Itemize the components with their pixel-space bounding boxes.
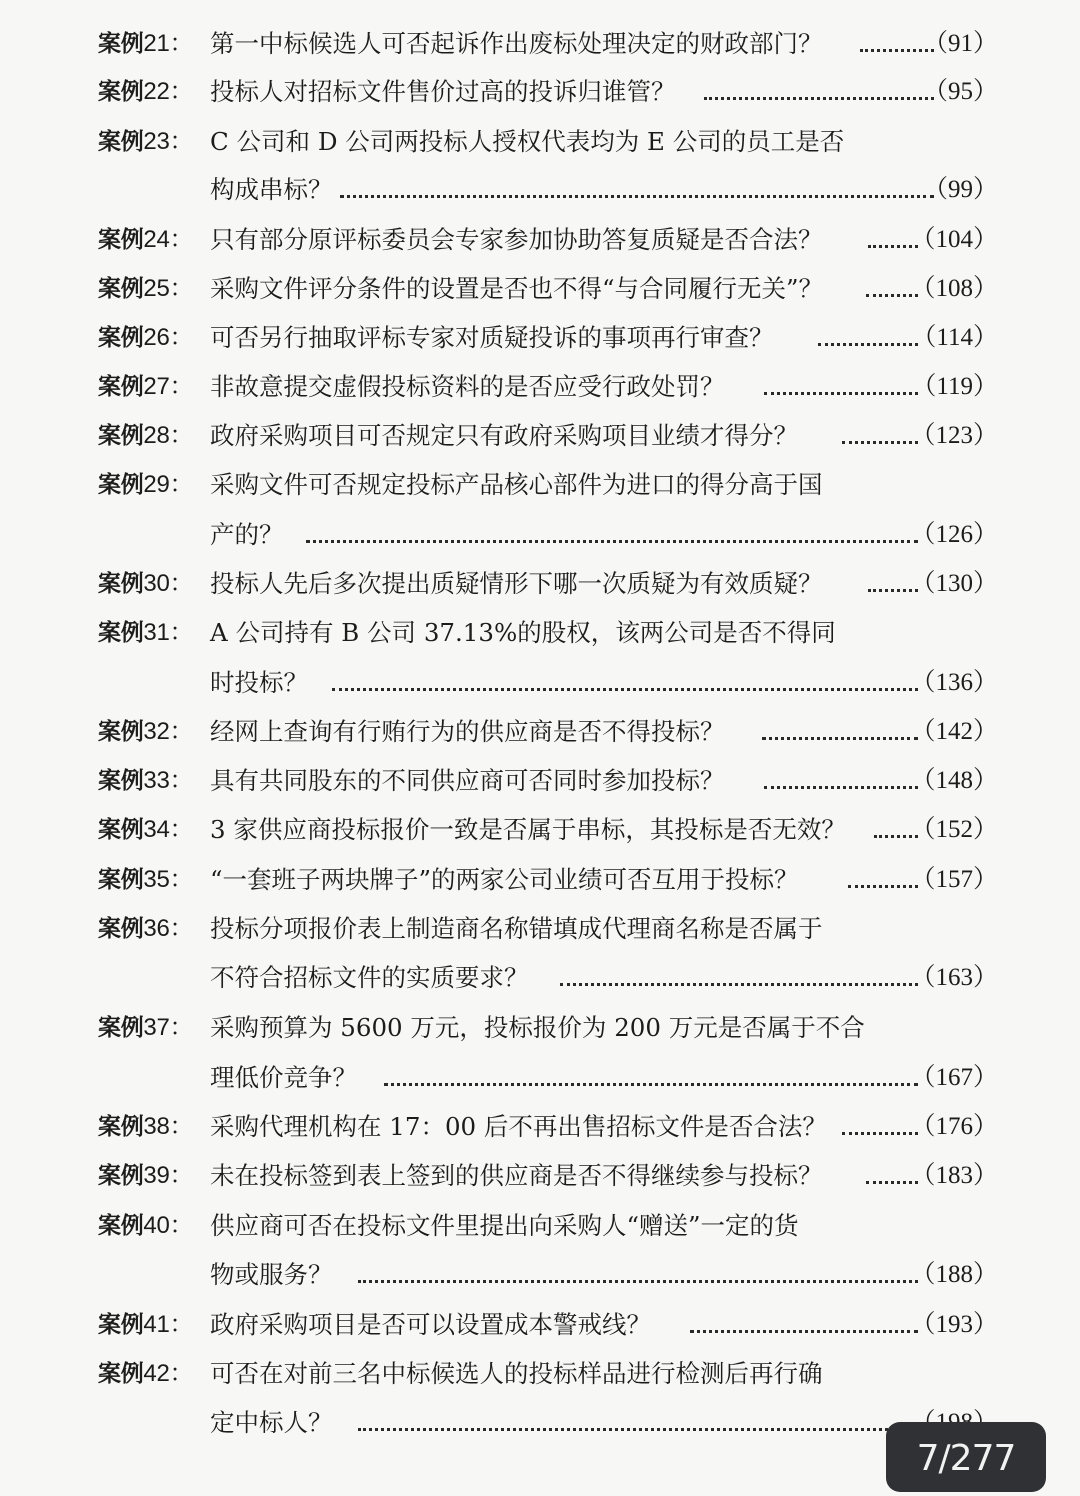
case-title-continuation: 理低价竞争？ (210, 1063, 357, 1092)
leader-dots (690, 1330, 918, 1333)
case-title-continuation: 物或服务？ (210, 1260, 333, 1289)
case-label: 案例38： (98, 1113, 194, 1140)
leader-dots (358, 1280, 918, 1283)
page-number: （176） (910, 1113, 998, 1140)
toc-entry[interactable] (0, 318, 1080, 358)
leader-dots (848, 885, 918, 888)
leader-dots (384, 1083, 918, 1086)
leader-dots (332, 688, 918, 691)
case-title-continuation: 产的？ (210, 520, 284, 549)
page-number: （167） (910, 1064, 998, 1091)
case-title: 采购代理机构在 17：00 后不再出售招标文件是否合法？ (210, 1112, 827, 1141)
case-label: 案例31： (98, 619, 194, 646)
case-label: 案例39： (98, 1162, 194, 1189)
leader-dots (560, 983, 918, 986)
case-title: 采购文件评分条件的设置是否也不得“与合同履行无关”？ (210, 274, 824, 303)
toc-entry[interactable] (0, 909, 1080, 949)
page-number: （108） (910, 275, 998, 302)
case-label: 案例25： (98, 275, 194, 302)
page-number: （157） (910, 866, 998, 893)
case-title-continuation: 不符合招标文件的实质要求？ (210, 963, 529, 992)
case-title: 采购文件可否规定投标产品核心部件为进口的得分高于国 (210, 470, 823, 499)
page-number: （95） (922, 78, 998, 105)
case-label: 案例23： (98, 128, 194, 155)
case-label: 案例41： (98, 1311, 194, 1338)
toc-entry-continuation[interactable] (0, 1255, 1080, 1295)
page-number: （119） (911, 373, 998, 400)
leader-dots (842, 441, 918, 444)
case-title: 政府采购项目是否可以设置成本警戒线？ (210, 1310, 651, 1339)
case-label: 案例40： (98, 1212, 194, 1239)
case-title: 具有共同股东的不同供应商可否同时参加投标？ (210, 766, 725, 795)
page-number: （188） (910, 1261, 998, 1288)
case-title-continuation: 定中标人？ (210, 1408, 333, 1437)
toc-entry[interactable] (0, 1156, 1080, 1196)
case-label: 案例34： (98, 816, 194, 843)
toc-entry[interactable] (0, 1008, 1080, 1048)
case-title: A 公司持有 B 公司 37.13%的股权，该两公司是否不得同 (210, 618, 836, 647)
leader-dots (842, 1132, 918, 1135)
case-title: 第一中标候选人可否起诉作出废标处理决定的财政部门？ (210, 29, 823, 58)
case-label: 案例42： (98, 1360, 194, 1387)
page-number: （152） (910, 816, 998, 843)
page-number: （126） (910, 521, 998, 548)
case-title-continuation: 构成串标？ (210, 175, 333, 204)
case-title: 非故意提交虚假投标资料的是否应受行政处罚？ (210, 372, 725, 401)
case-label: 案例30： (98, 570, 194, 597)
page-number: （104） (910, 226, 998, 253)
case-label: 案例35： (98, 866, 194, 893)
page-number: （142） (910, 718, 998, 745)
page-number: （163） (910, 964, 998, 991)
leader-dots (762, 737, 918, 740)
case-label: 案例28： (98, 422, 194, 449)
page-number: （91） (922, 30, 998, 57)
case-label: 案例26： (98, 324, 194, 351)
leader-dots (306, 540, 918, 543)
toc-entry[interactable] (0, 269, 1080, 309)
case-label: 案例33： (98, 767, 194, 794)
toc-entry[interactable] (0, 72, 1080, 112)
case-label: 案例24： (98, 226, 194, 253)
case-label: 案例27： (98, 373, 194, 400)
toc-entry-continuation[interactable] (0, 1058, 1080, 1098)
case-label: 案例36： (98, 915, 194, 942)
case-title: 未在投标签到表上签到的供应商是否不得继续参与投标？ (210, 1161, 823, 1190)
toc-entry-continuation[interactable] (0, 170, 1080, 210)
page-number: （193） (910, 1311, 998, 1338)
page-number: （183） (910, 1162, 998, 1189)
leader-dots (358, 1428, 918, 1431)
case-title: C 公司和 D 公司两投标人授权代表均为 E 公司的员工是否 (210, 127, 845, 156)
case-label: 案例32： (98, 718, 194, 745)
case-label: 案例22： (98, 78, 194, 105)
toc-entry[interactable] (0, 122, 1080, 162)
page-number: （136） (910, 669, 998, 696)
toc-entry[interactable] (0, 761, 1080, 801)
page-number: （99） (922, 176, 998, 203)
case-title: 供应商可否在投标文件里提出向采购人“赠送”一定的货 (210, 1211, 799, 1240)
toc-entry-continuation[interactable] (0, 515, 1080, 555)
page-indicator-badge[interactable] (886, 1422, 1046, 1492)
case-title: 投标人对招标文件售价过高的投诉归谁管？ (210, 77, 676, 106)
leader-dots (704, 97, 934, 100)
case-title: 可否在对前三名中标候选人的投标样品进行检测后再行确 (210, 1359, 823, 1388)
toc-entry[interactable] (0, 24, 1080, 64)
page-number: （130） (910, 570, 998, 597)
toc-entry[interactable] (0, 810, 1080, 850)
page-number: （114） (911, 324, 998, 351)
page-number: （123） (910, 422, 998, 449)
toc-entry[interactable] (0, 416, 1080, 456)
case-title-continuation: 时投标？ (210, 668, 308, 697)
page-number: （148） (910, 767, 998, 794)
leader-dots (818, 343, 918, 346)
case-label: 案例37： (98, 1014, 194, 1041)
case-title: 政府采购项目可否规定只有政府采购项目业绩才得分？ (210, 421, 798, 450)
case-title: 经网上查询有行贿行为的供应商是否不得投标？ (210, 717, 725, 746)
case-title: 只有部分原评标委员会专家参加协助答复质疑是否合法？ (210, 225, 823, 254)
case-label: 案例29： (98, 471, 194, 498)
case-title: 投标分项报价表上制造商名称错填成代理商名称是否属于 (210, 914, 823, 943)
toc-entry[interactable] (0, 1305, 1080, 1345)
toc-entry[interactable] (0, 564, 1080, 604)
toc-entry[interactable] (0, 465, 1080, 505)
toc-entry[interactable] (0, 1354, 1080, 1394)
case-title: 投标人先后多次提出质疑情形下哪一次质疑为有效质疑？ (210, 569, 823, 598)
toc-entry[interactable] (0, 220, 1080, 260)
toc-entry[interactable] (0, 1206, 1080, 1246)
toc-entry[interactable] (0, 712, 1080, 752)
page-indicator: 7/277 (916, 1438, 1016, 1479)
leader-dots (340, 195, 934, 198)
leader-dots (764, 786, 918, 789)
toc-entry-continuation[interactable] (0, 663, 1080, 703)
case-label: 案例21： (98, 30, 194, 57)
case-title: 可否另行抽取评标专家对质疑投诉的事项再行审查？ (210, 323, 774, 352)
toc-entry[interactable] (0, 613, 1080, 653)
toc-entry[interactable] (0, 860, 1080, 900)
leader-dots (764, 392, 918, 395)
case-title: 采购预算为 5600 万元，投标报价为 200 万元是否属于不合 (210, 1013, 865, 1042)
case-title: 3 家供应商投标报价一致是否属于串标，其投标是否无效？ (210, 815, 846, 844)
toc-entry[interactable] (0, 367, 1080, 407)
toc-entry-continuation[interactable] (0, 958, 1080, 998)
case-title: “一套班子两块牌子”的两家公司业绩可否互用于投标？ (210, 865, 799, 894)
toc-entry[interactable] (0, 1107, 1080, 1147)
